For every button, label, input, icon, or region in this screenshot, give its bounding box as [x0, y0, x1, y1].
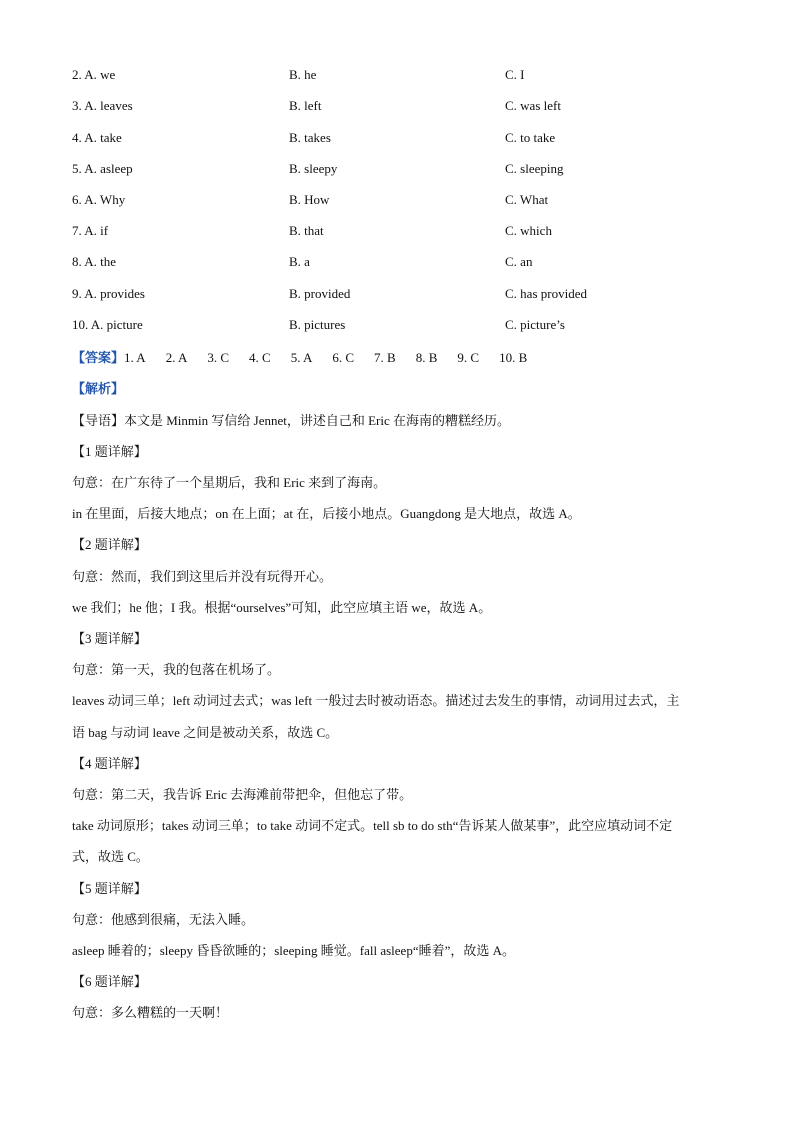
- section-heading: 【6 题详解】: [72, 974, 147, 989]
- option-b: B. takes: [289, 130, 331, 145]
- option-b: B. sleepy: [289, 161, 338, 176]
- option-b: B. he: [289, 67, 317, 82]
- answer-line: [72, 348, 527, 368]
- option-c: C. picture’s: [505, 317, 565, 332]
- option-row: [0, 317, 794, 337]
- option-a: 5. A. asleep: [72, 161, 133, 176]
- intro-line: 【导语】本文是 Minmin 写信给 Jennet，讲述自己和 Eric 在海南的糟糕经历。: [72, 413, 511, 428]
- answer-item: 7. B: [374, 350, 396, 365]
- option-row: [0, 130, 794, 150]
- explanation-line: asleep 睡着的；sleepy 昏昏欲睡的；sleeping 睡觉。fall asleep“睡着”，故选 A。: [72, 943, 515, 958]
- option-c: C. to take: [505, 130, 556, 145]
- answer-item: 5. A: [290, 350, 313, 365]
- answer-label: 【答案】: [72, 350, 125, 365]
- option-c: C. which: [505, 223, 552, 238]
- explanation-line: take 动词原形；takes 动词三单；to take 动词不定式。tell sb to do sth“告诉某人做某事”，此空应填动词不定: [72, 818, 673, 833]
- answer-item: 2. A: [165, 350, 188, 365]
- option-a: 4. A. take: [72, 130, 122, 145]
- sentence-meaning: 句意：第二天，我告诉 Eric 去海滩前带把伞，但他忘了带。: [72, 787, 413, 802]
- option-row: [0, 223, 794, 243]
- option-c: C. has provided: [505, 286, 587, 301]
- option-b: B. a: [289, 254, 310, 269]
- option-b: B. left: [289, 98, 322, 113]
- option-a: 10. A. picture: [72, 317, 143, 332]
- option-b: B. pictures: [289, 317, 346, 332]
- option-a: 7. A. if: [72, 223, 109, 238]
- option-a: 6. A. Why: [72, 192, 126, 207]
- explanation-line: leaves 动词三单；left 动词过去式；was left 一般过去时被动语态。描述过去发生的事情，动词用过去式，主: [72, 693, 680, 708]
- section-heading: 【1 题详解】: [72, 444, 147, 459]
- answer-item: 3. C: [207, 350, 230, 365]
- option-c: C. I: [505, 67, 525, 82]
- option-row: [0, 254, 794, 274]
- option-b: B. that: [289, 223, 324, 238]
- answer-item: 6. C: [332, 350, 355, 365]
- answer-item: 1. A: [124, 350, 146, 365]
- option-a: 8. A. the: [72, 254, 117, 269]
- sentence-meaning: 句意：他感到很痛，无法入睡。: [72, 912, 255, 927]
- option-a: 2. A. we: [72, 67, 116, 82]
- answer-item: 10. B: [499, 350, 528, 365]
- section-heading: 【4 题详解】: [72, 756, 147, 771]
- sentence-meaning: 句意：多么糟糕的一天啊！: [72, 1005, 229, 1020]
- option-row: [0, 161, 794, 181]
- option-a: 3. A. leaves: [72, 98, 133, 113]
- option-b: B. provided: [289, 286, 351, 301]
- answer-item: 9. C: [457, 350, 480, 365]
- explanation-line: 语 bag 与动词 leave 之间是被动关系，故选 C。: [72, 725, 339, 740]
- section-heading: 【3 题详解】: [72, 631, 147, 646]
- option-c: C. What: [505, 192, 549, 207]
- option-c: C. an: [505, 254, 533, 269]
- explanation-line: 式，故选 C。: [72, 849, 149, 864]
- answer-item: 4. C: [249, 350, 271, 365]
- option-row: [0, 98, 794, 118]
- option-a: 9. A. provides: [72, 286, 145, 301]
- answer-item: 8. B: [415, 350, 438, 365]
- option-row: [0, 67, 794, 87]
- explanation-line: in 在里面，后接大地点；on 在上面；at 在，后接小地点。Guangdong 是大地点，故选 A。: [72, 506, 581, 521]
- explanation-line: we 我们；he 他；I 我。根据“ourselves”可知，此空应填主语 we，故选 A。: [72, 600, 492, 615]
- sentence-meaning: 句意：然而，我们到这里后并没有玩得开心。: [72, 569, 333, 584]
- option-row: [0, 286, 794, 306]
- section-heading: 【5 题详解】: [72, 881, 147, 896]
- option-c: C. was left: [505, 98, 561, 113]
- option-b: B. How: [289, 192, 330, 207]
- section-heading: 【2 题详解】: [72, 537, 147, 552]
- option-c: C. sleeping: [505, 161, 564, 176]
- analysis-label: 【解析】: [72, 381, 125, 396]
- sentence-meaning: 句意：第一天，我的包落在机场了。: [72, 662, 281, 677]
- sentence-meaning: 句意：在广东待了一个星期后，我和 Eric 来到了海南。: [72, 475, 387, 490]
- option-row: [0, 192, 794, 212]
